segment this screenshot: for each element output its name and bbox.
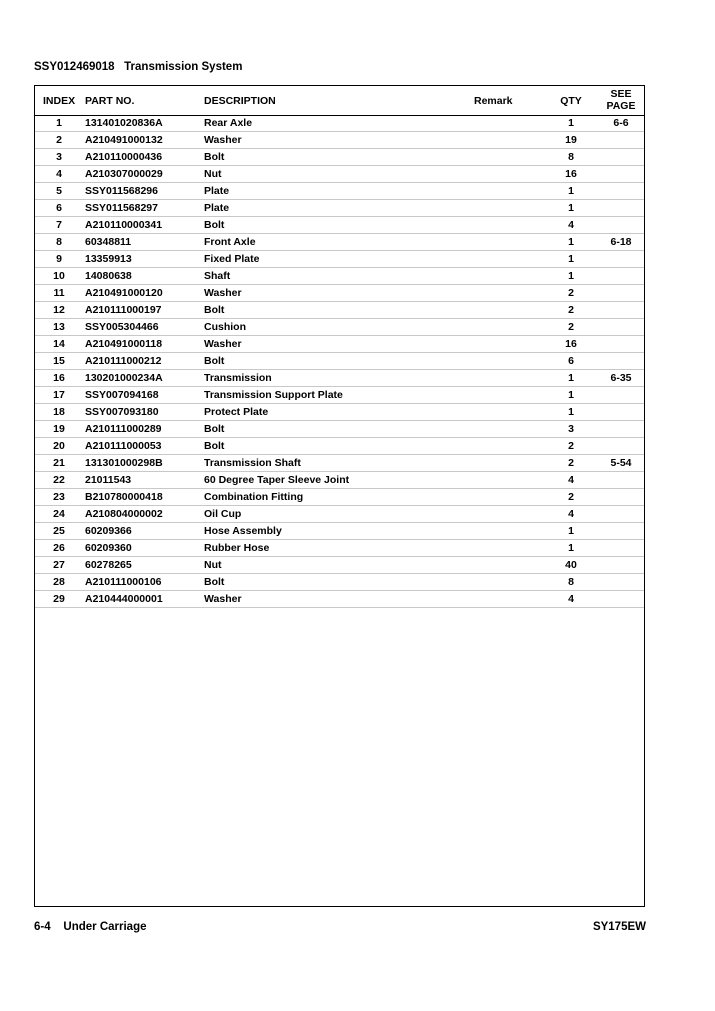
table-row [35,370,644,387]
row-index: 2 [56,134,62,146]
row-part-no: A210491000120 [85,287,163,299]
row-part-no: A210110000436 [85,151,163,163]
row-qty: 1 [568,253,574,265]
row-qty: 8 [568,576,574,588]
row-index: 9 [56,253,62,265]
row-qty: 1 [568,202,574,214]
table-row [35,353,644,370]
row-index: 12 [53,304,65,316]
row-part-no: 60209360 [85,542,132,554]
row-index: 24 [53,508,65,520]
row-description: Bolt [204,219,225,231]
row-part-no: A210111000106 [85,576,162,588]
table-row [35,540,644,557]
row-description: Rubber Hose [204,542,270,554]
row-part-no: SSY007094168 [85,389,159,401]
row-part-no: 21011543 [85,474,132,486]
table-row [35,557,644,574]
row-description: Plate [204,202,230,214]
row-description: Bolt [204,440,225,452]
row-index: 6 [56,202,62,214]
header-description: DESCRIPTION [204,95,276,107]
row-index: 18 [53,406,65,418]
row-index: 1 [56,117,62,129]
row-qty: 4 [568,219,574,231]
row-qty: 4 [568,474,574,486]
row-part-no: A210491000118 [85,338,163,350]
row-qty: 4 [568,593,574,605]
table-row [35,523,644,540]
row-description: Bolt [204,151,225,163]
section-name: Under Carriage [63,921,147,933]
row-description: Bolt [204,576,225,588]
row-part-no: 13359913 [85,253,132,265]
row-index: 28 [53,576,65,588]
table-row [35,183,644,200]
row-index: 15 [53,355,65,367]
row-part-no: A210307000029 [85,168,163,180]
row-description: Bolt [204,355,225,367]
row-qty: 16 [565,338,577,350]
row-qty: 1 [568,236,574,248]
row-description: Transmission Support Plate [204,389,343,401]
row-description: Front Axle [204,236,256,248]
row-description: Washer [204,593,242,605]
row-qty: 3 [568,423,574,435]
row-see-page: 5-54 [610,457,632,469]
row-index: 8 [56,236,62,248]
table-row [35,574,644,591]
row-part-no: A210491000132 [85,134,163,146]
header-part-no: PART NO. [85,95,135,107]
row-qty: 1 [568,372,574,384]
document-name: Transmission System [124,61,243,73]
table-row [35,421,644,438]
row-qty: 2 [568,321,574,333]
row-description: Transmission Shaft [204,457,301,469]
row-description: Nut [204,168,222,180]
row-qty: 40 [565,559,577,571]
row-part-no: A210444000001 [85,593,163,605]
row-qty: 1 [568,270,574,282]
row-index: 27 [53,559,65,571]
row-part-no: SSY011568297 [85,202,158,214]
table-header [35,86,644,116]
row-qty: 1 [568,389,574,401]
row-description: Protect Plate [204,406,269,418]
row-index: 21 [53,457,65,469]
row-description: Nut [204,559,222,571]
row-description: Washer [204,287,242,299]
row-description: Transmission [204,372,272,384]
table-row [35,268,644,285]
row-index: 29 [53,593,65,605]
row-part-no: SSY011568296 [85,185,158,197]
table-row [35,200,644,217]
table-row [35,149,644,166]
table-row [35,591,644,608]
row-index: 20 [53,440,65,452]
row-index: 16 [53,372,65,384]
table-row [35,438,644,455]
table-row [35,489,644,506]
table-row [35,455,644,472]
row-index: 13 [53,321,65,333]
table-row [35,319,644,336]
row-index: 23 [53,491,65,503]
row-index: 25 [53,525,65,537]
row-description: 60 Degree Taper Sleeve Joint [204,474,350,486]
row-part-no: 60348811 [85,236,132,248]
row-qty: 4 [568,508,574,520]
row-index: 14 [53,338,65,350]
table-row [35,336,644,353]
row-qty: 6 [568,355,574,367]
table-row [35,387,644,404]
page-footer-left [34,921,147,933]
header-see: SEE [610,88,632,100]
row-part-no: SSY007093180 [85,406,159,418]
row-description: Fixed Plate [204,253,260,265]
row-part-no: A210111000053 [85,440,162,452]
row-qty: 2 [568,304,574,316]
row-qty: 1 [568,406,574,418]
row-index: 26 [53,542,65,554]
row-index: 10 [53,270,65,282]
row-index: 7 [56,219,62,231]
row-part-no: A210111000212 [85,355,162,367]
row-description: Plate [204,185,230,197]
row-see-page: 6-35 [610,372,632,384]
row-index: 4 [56,168,62,180]
table-row [35,132,644,149]
table-row [35,472,644,489]
row-qty: 2 [568,440,574,452]
row-index: 5 [56,185,62,197]
row-part-no: 131301000298B [85,457,163,469]
document-title [34,61,242,73]
header-index: INDEX [43,95,76,107]
row-description: Washer [204,338,242,350]
row-description: Cushion [204,321,246,333]
row-qty: 1 [568,542,574,554]
row-description: Combination Fitting [204,491,304,503]
table-row [35,251,644,268]
table-row [35,166,644,183]
row-qty: 2 [568,491,574,503]
header-qty: QTY [560,95,582,107]
header-remark: Remark [474,95,513,107]
row-part-no: 14080638 [85,270,132,282]
row-index: 19 [53,423,65,435]
row-qty: 2 [568,287,574,299]
row-see-page: 6-6 [613,117,629,129]
table-row [35,285,644,302]
row-description: Hose Assembly [204,525,282,537]
row-qty: 1 [568,117,574,129]
row-part-no: A210111000289 [85,423,162,435]
header-page: PAGE [606,100,636,112]
row-part-no: 130201000234A [85,372,163,384]
row-index: 11 [53,287,65,299]
page-number: 6-4 [34,921,51,933]
row-see-page: 6-18 [610,236,632,248]
row-description: Washer [204,134,242,146]
row-index: 3 [56,151,62,163]
row-part-no: 60209366 [85,525,132,537]
row-qty: 1 [568,185,574,197]
row-qty: 16 [565,168,577,180]
model-name: SY175EW [592,921,646,933]
row-part-no: 60278265 [85,559,132,571]
row-description: Rear Axle [204,117,253,129]
row-qty: 1 [568,525,574,537]
row-part-no: 131401020836A [85,117,163,129]
row-index: 17 [53,389,65,401]
row-description: Oil Cup [204,508,242,520]
row-part-no: A210804000002 [85,508,163,520]
row-part-no: SSY005304466 [85,321,159,333]
table-row [35,115,644,132]
document-code: SSY012469018 [34,61,115,73]
row-description: Shaft [204,270,231,282]
row-part-no: A210110000341 [85,219,163,231]
row-index: 22 [53,474,65,486]
row-qty: 8 [568,151,574,163]
parts-table [34,85,645,907]
table-row [35,302,644,319]
table-row [35,234,644,251]
row-description: Bolt [204,304,225,316]
table-row [35,404,644,421]
row-part-no: A210111000197 [85,304,162,316]
row-part-no: B210780000418 [85,491,163,503]
row-qty: 19 [565,134,577,146]
row-qty: 2 [568,457,574,469]
table-row [35,217,644,234]
table-row [35,506,644,523]
row-description: Bolt [204,423,225,435]
